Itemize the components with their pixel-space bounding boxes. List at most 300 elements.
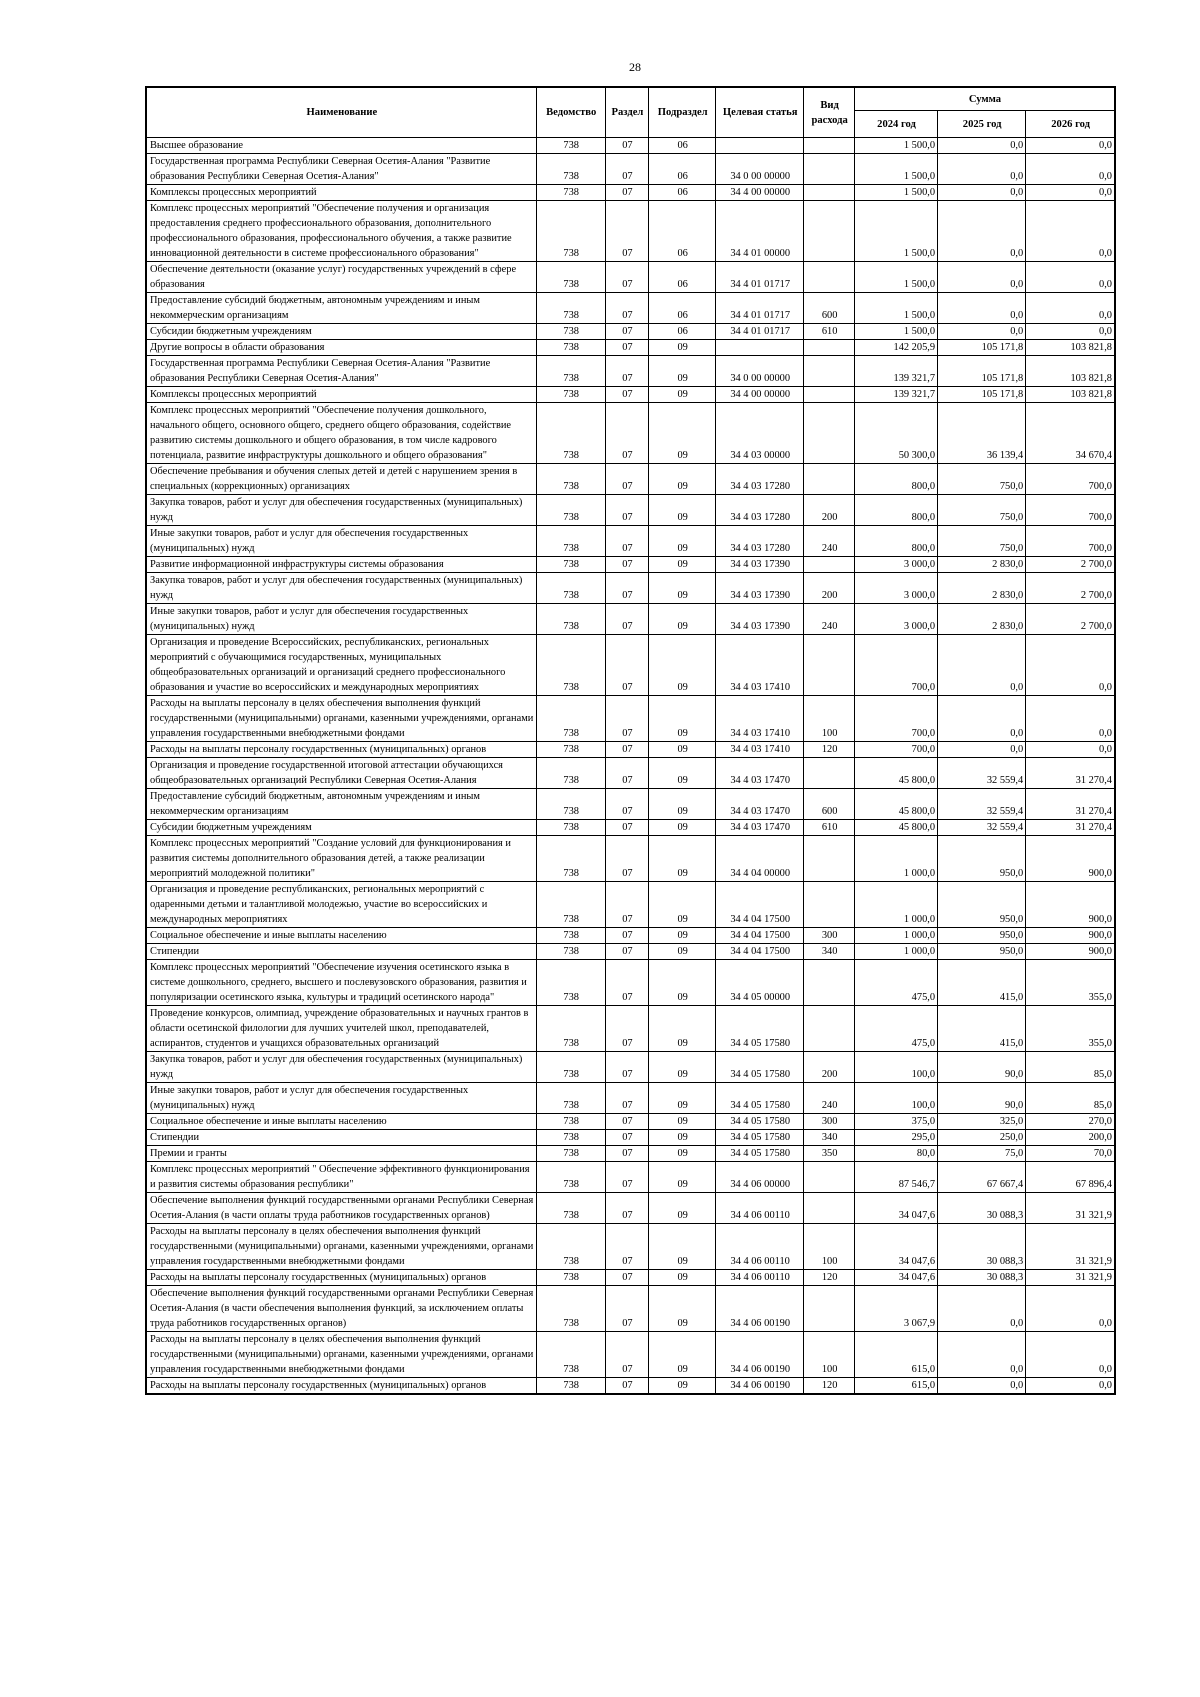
row-vedomstvo: 738 xyxy=(536,138,605,154)
row-razdel: 07 xyxy=(605,262,649,293)
row-vedomstvo: 738 xyxy=(536,1083,605,1114)
row-tselevaya-statya: 34 4 03 17410 xyxy=(716,742,804,758)
row-sum-2025: 30 088,3 xyxy=(938,1270,1026,1286)
row-tselevaya-statya: 34 4 05 17580 xyxy=(716,1006,804,1052)
row-razdel: 07 xyxy=(605,1224,649,1270)
row-vedomstvo: 738 xyxy=(536,820,605,836)
row-sum-2025: 32 559,4 xyxy=(938,789,1026,820)
row-vid-raskhoda: 100 xyxy=(804,696,855,742)
row-sum-2024: 475,0 xyxy=(854,960,937,1006)
row-tselevaya-statya: 34 4 04 17500 xyxy=(716,928,804,944)
row-sum-2025: 2 830,0 xyxy=(938,604,1026,635)
row-tselevaya-statya: 34 4 06 00190 xyxy=(716,1332,804,1378)
row-sum-2025: 0,0 xyxy=(938,262,1026,293)
row-podrazdel: 09 xyxy=(649,882,716,928)
row-podrazdel: 09 xyxy=(649,789,716,820)
row-tselevaya-statya: 34 4 05 17580 xyxy=(716,1052,804,1083)
header-vedomstvo: Ведомство xyxy=(536,87,605,138)
row-sum-2024: 34 047,6 xyxy=(854,1193,937,1224)
row-vedomstvo: 738 xyxy=(536,1270,605,1286)
row-name: Комплексы процессных мероприятий xyxy=(146,185,536,201)
row-razdel: 07 xyxy=(605,340,649,356)
row-podrazdel: 09 xyxy=(649,1146,716,1162)
table-row xyxy=(146,789,1115,820)
row-tselevaya-statya: 34 4 03 00000 xyxy=(716,403,804,464)
row-name: Организация и проведение государственной итоговой аттестации обучающихся общеобразовательных организаций Республики Северная Осетия-Алания xyxy=(146,758,536,789)
row-sum-2025: 0,0 xyxy=(938,1378,1026,1395)
row-vedomstvo: 738 xyxy=(536,742,605,758)
row-tselevaya-statya: 34 4 06 00000 xyxy=(716,1162,804,1193)
row-tselevaya-statya: 34 4 00 00000 xyxy=(716,185,804,201)
row-sum-2024: 100,0 xyxy=(854,1052,937,1083)
row-vedomstvo: 738 xyxy=(536,340,605,356)
row-sum-2024: 800,0 xyxy=(854,495,937,526)
row-tselevaya-statya: 34 4 03 17280 xyxy=(716,464,804,495)
row-vid-raskhoda xyxy=(804,464,855,495)
row-sum-2026: 900,0 xyxy=(1026,882,1115,928)
header-year-2025: 2025 год xyxy=(938,111,1026,138)
row-tselevaya-statya: 34 4 05 17580 xyxy=(716,1146,804,1162)
row-name: Комплексы процессных мероприятий xyxy=(146,387,536,403)
row-vedomstvo: 738 xyxy=(536,1114,605,1130)
row-name: Закупка товаров, работ и услуг для обеспечения государственных (муниципальных) нужд xyxy=(146,495,536,526)
row-tselevaya-statya: 34 4 03 17470 xyxy=(716,758,804,789)
row-name: Расходы на выплаты персоналу государственных (муниципальных) органов xyxy=(146,742,536,758)
row-sum-2025: 0,0 xyxy=(938,185,1026,201)
row-vedomstvo: 738 xyxy=(536,1006,605,1052)
row-tselevaya-statya: 34 4 03 17390 xyxy=(716,557,804,573)
row-vid-raskhoda xyxy=(804,557,855,573)
row-sum-2024: 1 500,0 xyxy=(854,185,937,201)
row-tselevaya-statya: 34 4 04 00000 xyxy=(716,836,804,882)
row-vid-raskhoda: 100 xyxy=(804,1224,855,1270)
row-vedomstvo: 738 xyxy=(536,1224,605,1270)
row-sum-2024: 1 000,0 xyxy=(854,928,937,944)
table-row xyxy=(146,1114,1115,1130)
row-razdel: 07 xyxy=(605,882,649,928)
row-tselevaya-statya: 34 4 03 17280 xyxy=(716,526,804,557)
row-sum-2024: 615,0 xyxy=(854,1378,937,1395)
row-vid-raskhoda xyxy=(804,387,855,403)
row-vedomstvo: 738 xyxy=(536,696,605,742)
table-row xyxy=(146,1083,1115,1114)
row-vid-raskhoda xyxy=(804,882,855,928)
row-sum-2026: 270,0 xyxy=(1026,1114,1115,1130)
row-podrazdel: 09 xyxy=(649,742,716,758)
row-sum-2026: 700,0 xyxy=(1026,495,1115,526)
row-sum-2025: 90,0 xyxy=(938,1052,1026,1083)
row-sum-2025: 750,0 xyxy=(938,495,1026,526)
row-vedomstvo: 738 xyxy=(536,928,605,944)
row-vid-raskhoda: 300 xyxy=(804,1114,855,1130)
row-sum-2024: 139 321,7 xyxy=(854,387,937,403)
row-sum-2025: 36 139,4 xyxy=(938,403,1026,464)
table-row xyxy=(146,154,1115,185)
row-vid-raskhoda: 610 xyxy=(804,324,855,340)
row-sum-2024: 45 800,0 xyxy=(854,758,937,789)
row-vedomstvo: 738 xyxy=(536,789,605,820)
row-sum-2024: 475,0 xyxy=(854,1006,937,1052)
row-tselevaya-statya xyxy=(716,138,804,154)
row-razdel: 07 xyxy=(605,573,649,604)
row-podrazdel: 06 xyxy=(649,154,716,185)
row-razdel: 07 xyxy=(605,1286,649,1332)
row-razdel: 07 xyxy=(605,403,649,464)
header-year-2026: 2026 год xyxy=(1026,111,1115,138)
row-podrazdel: 09 xyxy=(649,340,716,356)
row-sum-2025: 0,0 xyxy=(938,696,1026,742)
row-tselevaya-statya: 34 4 03 17470 xyxy=(716,789,804,820)
row-sum-2024: 45 800,0 xyxy=(854,789,937,820)
row-tselevaya-statya: 34 4 03 17390 xyxy=(716,604,804,635)
row-sum-2025: 0,0 xyxy=(938,138,1026,154)
table-row xyxy=(146,185,1115,201)
row-vedomstvo: 738 xyxy=(536,293,605,324)
table-row xyxy=(146,526,1115,557)
row-name: Комплекс процессных мероприятий "Создание условий для функционирования и развития системы дополнительного образования детей, а также реализации мероприятий молодежной политики" xyxy=(146,836,536,882)
row-tselevaya-statya: 34 4 05 17580 xyxy=(716,1083,804,1114)
table-row xyxy=(146,635,1115,696)
row-sum-2026: 700,0 xyxy=(1026,464,1115,495)
row-name: Предоставление субсидий бюджетным, автономным учреждениям и иным некоммерческим организациям xyxy=(146,789,536,820)
row-sum-2024: 1 000,0 xyxy=(854,882,937,928)
row-sum-2024: 3 000,0 xyxy=(854,557,937,573)
row-name: Стипендии xyxy=(146,944,536,960)
row-name: Комплекс процессных мероприятий "Обеспечение получения и организация предоставления среднего профессионального образования, дополнительного профессионального образования, профессионального обучения, а также развитие инновационной деятельности в системе профессионального образования" xyxy=(146,201,536,262)
row-vid-raskhoda: 340 xyxy=(804,1130,855,1146)
row-name: Комплекс процессных мероприятий "Обеспечение получения дошкольного, начального общего, основного общего, среднего общего образования, содействие развитию системы дошкольного и общего образования, в том числе кадрового потенциала, развитие инфраструктуры дошкольного и общего образования" xyxy=(146,403,536,464)
row-name: Другие вопросы в области образования xyxy=(146,340,536,356)
row-vid-raskhoda: 340 xyxy=(804,944,855,960)
table-row xyxy=(146,1193,1115,1224)
row-vid-raskhoda: 120 xyxy=(804,742,855,758)
row-razdel: 07 xyxy=(605,1083,649,1114)
table-row xyxy=(146,293,1115,324)
row-razdel: 07 xyxy=(605,758,649,789)
table-row xyxy=(146,944,1115,960)
row-vedomstvo: 738 xyxy=(536,635,605,696)
row-sum-2024: 45 800,0 xyxy=(854,820,937,836)
row-tselevaya-statya: 34 4 05 00000 xyxy=(716,960,804,1006)
table-row xyxy=(146,882,1115,928)
row-sum-2025: 0,0 xyxy=(938,324,1026,340)
page-number: 28 xyxy=(629,60,641,74)
row-razdel: 07 xyxy=(605,495,649,526)
row-sum-2025: 2 830,0 xyxy=(938,573,1026,604)
header-vid-raskhoda: Вид расхода xyxy=(804,87,855,138)
row-sum-2025: 0,0 xyxy=(938,742,1026,758)
row-name: Иные закупки товаров, работ и услуг для обеспечения государственных (муниципальных) нужд xyxy=(146,1083,536,1114)
row-vedomstvo: 738 xyxy=(536,1052,605,1083)
row-razdel: 07 xyxy=(605,154,649,185)
row-sum-2026: 0,0 xyxy=(1026,696,1115,742)
row-podrazdel: 06 xyxy=(649,324,716,340)
row-vedomstvo: 738 xyxy=(536,944,605,960)
row-name: Субсидии бюджетным учреждениям xyxy=(146,820,536,836)
row-podrazdel: 06 xyxy=(649,138,716,154)
row-podrazdel: 09 xyxy=(649,526,716,557)
row-tselevaya-statya: 34 4 03 17470 xyxy=(716,820,804,836)
row-name: Государственная программа Республики Северная Осетия-Алания "Развитие образования Республики Северная Осетия-Алания" xyxy=(146,154,536,185)
row-podrazdel: 06 xyxy=(649,185,716,201)
row-sum-2025: 90,0 xyxy=(938,1083,1026,1114)
row-sum-2024: 1 000,0 xyxy=(854,836,937,882)
row-vid-raskhoda xyxy=(804,758,855,789)
row-podrazdel: 09 xyxy=(649,1114,716,1130)
row-sum-2026: 70,0 xyxy=(1026,1146,1115,1162)
row-podrazdel: 09 xyxy=(649,1130,716,1146)
row-sum-2024: 375,0 xyxy=(854,1114,937,1130)
row-sum-2026: 0,0 xyxy=(1026,742,1115,758)
row-sum-2024: 1 500,0 xyxy=(854,293,937,324)
row-tselevaya-statya: 34 4 04 17500 xyxy=(716,882,804,928)
row-vid-raskhoda: 200 xyxy=(804,1052,855,1083)
row-podrazdel: 06 xyxy=(649,293,716,324)
row-sum-2024: 1 500,0 xyxy=(854,154,937,185)
row-vid-raskhoda: 610 xyxy=(804,820,855,836)
row-vid-raskhoda: 200 xyxy=(804,495,855,526)
table-row xyxy=(146,262,1115,293)
row-sum-2024: 3 000,0 xyxy=(854,573,937,604)
row-vedomstvo: 738 xyxy=(536,403,605,464)
row-sum-2024: 1 000,0 xyxy=(854,944,937,960)
row-name: Предоставление субсидий бюджетным, автономным учреждениям и иным некоммерческим организациям xyxy=(146,293,536,324)
row-sum-2024: 34 047,6 xyxy=(854,1270,937,1286)
header-year-2024: 2024 год xyxy=(854,111,937,138)
row-name: Комплекс процессных мероприятий "Обеспечение изучения осетинского языка в системе дошкольного, среднего, высшего и послевузовского образования, развития и популяризации осетинского языка, культуры и традиций осетинского народа" xyxy=(146,960,536,1006)
row-razdel: 07 xyxy=(605,742,649,758)
row-name: Иные закупки товаров, работ и услуг для обеспечения государственных (муниципальных) нужд xyxy=(146,604,536,635)
row-razdel: 07 xyxy=(605,1270,649,1286)
row-tselevaya-statya xyxy=(716,340,804,356)
row-vedomstvo: 738 xyxy=(536,573,605,604)
row-vid-raskhoda: 350 xyxy=(804,1146,855,1162)
row-razdel: 07 xyxy=(605,635,649,696)
row-sum-2026: 2 700,0 xyxy=(1026,604,1115,635)
row-sum-2025: 75,0 xyxy=(938,1146,1026,1162)
row-name: Иные закупки товаров, работ и услуг для обеспечения государственных (муниципальных) нужд xyxy=(146,526,536,557)
row-sum-2025: 250,0 xyxy=(938,1130,1026,1146)
row-tselevaya-statya: 34 4 05 17580 xyxy=(716,1114,804,1130)
row-vid-raskhoda xyxy=(804,154,855,185)
row-vid-raskhoda xyxy=(804,340,855,356)
row-podrazdel: 09 xyxy=(649,960,716,1006)
row-podrazdel: 09 xyxy=(649,836,716,882)
row-tselevaya-statya: 34 4 06 00110 xyxy=(716,1270,804,1286)
row-sum-2025: 67 667,4 xyxy=(938,1162,1026,1193)
row-tselevaya-statya: 34 4 05 17580 xyxy=(716,1130,804,1146)
row-sum-2026: 0,0 xyxy=(1026,1286,1115,1332)
row-podrazdel: 09 xyxy=(649,696,716,742)
table-row xyxy=(146,340,1115,356)
row-razdel: 07 xyxy=(605,1193,649,1224)
row-sum-2026: 700,0 xyxy=(1026,526,1115,557)
row-vedomstvo: 738 xyxy=(536,464,605,495)
row-sum-2026: 355,0 xyxy=(1026,960,1115,1006)
table-row xyxy=(146,1130,1115,1146)
row-vedomstvo: 738 xyxy=(536,604,605,635)
row-name: Государственная программа Республики Северная Осетия-Алания "Развитие образования Республики Северная Осетия-Алания" xyxy=(146,356,536,387)
row-vid-raskhoda: 200 xyxy=(804,573,855,604)
row-sum-2026: 31 270,4 xyxy=(1026,789,1115,820)
row-podrazdel: 09 xyxy=(649,1193,716,1224)
row-name: Расходы на выплаты персоналу в целях обеспечения выполнения функций государственными (муниципальными) органами, казенными учреждениями, органами управления государственными внебюджетными фондами xyxy=(146,696,536,742)
header-tselevaya-statya: Целевая статья xyxy=(716,87,804,138)
row-vid-raskhoda xyxy=(804,960,855,1006)
row-name: Расходы на выплаты персоналу государственных (муниципальных) органов xyxy=(146,1270,536,1286)
row-tselevaya-statya: 34 4 03 17390 xyxy=(716,573,804,604)
row-sum-2026: 2 700,0 xyxy=(1026,573,1115,604)
row-vid-raskhoda xyxy=(804,185,855,201)
row-vedomstvo: 738 xyxy=(536,836,605,882)
table-row xyxy=(146,573,1115,604)
row-tselevaya-statya: 34 4 03 17410 xyxy=(716,696,804,742)
row-vid-raskhoda: 240 xyxy=(804,526,855,557)
row-sum-2025: 950,0 xyxy=(938,944,1026,960)
row-sum-2024: 295,0 xyxy=(854,1130,937,1146)
table-row xyxy=(146,758,1115,789)
row-vid-raskhoda xyxy=(804,1162,855,1193)
row-vid-raskhoda xyxy=(804,356,855,387)
row-podrazdel: 06 xyxy=(649,262,716,293)
row-sum-2026: 31 321,9 xyxy=(1026,1193,1115,1224)
row-podrazdel: 09 xyxy=(649,1083,716,1114)
row-vid-raskhoda: 240 xyxy=(804,604,855,635)
row-name: Организация и проведение республиканских, региональных мероприятий с одаренными детьми и талантливой молодежью, участие во всероссийских и международных мероприятиях xyxy=(146,882,536,928)
row-razdel: 07 xyxy=(605,201,649,262)
row-sum-2025: 105 171,8 xyxy=(938,356,1026,387)
row-sum-2025: 32 559,4 xyxy=(938,820,1026,836)
row-name: Проведение конкурсов, олимпиад, учреждение образовательных и научных грантов в области осетинской филологии для лучших учителей школ, преподавателей, аспирантов, студентов и учащихся образовательных организаций xyxy=(146,1006,536,1052)
row-vid-raskhoda: 300 xyxy=(804,928,855,944)
row-sum-2026: 900,0 xyxy=(1026,928,1115,944)
row-razdel: 07 xyxy=(605,1114,649,1130)
row-sum-2026: 0,0 xyxy=(1026,185,1115,201)
row-vid-raskhoda xyxy=(804,1006,855,1052)
row-vedomstvo: 738 xyxy=(536,882,605,928)
row-sum-2025: 0,0 xyxy=(938,154,1026,185)
row-name: Организация и проведение Всероссийских, республиканских, региональных мероприятий с обучающимися государственных, муниципальных общеобразовательных организаций и организаций среднего профессионального образования и участие во всероссийских и международных мероприятиях xyxy=(146,635,536,696)
row-vid-raskhoda: 240 xyxy=(804,1083,855,1114)
table-row xyxy=(146,464,1115,495)
row-tselevaya-statya: 34 4 06 00110 xyxy=(716,1224,804,1270)
header-razdel: Раздел xyxy=(605,87,649,138)
row-vedomstvo: 738 xyxy=(536,557,605,573)
row-tselevaya-statya: 34 4 01 01717 xyxy=(716,293,804,324)
row-name: Субсидии бюджетным учреждениям xyxy=(146,324,536,340)
row-razdel: 07 xyxy=(605,324,649,340)
row-sum-2025: 415,0 xyxy=(938,1006,1026,1052)
row-razdel: 07 xyxy=(605,387,649,403)
row-vedomstvo: 738 xyxy=(536,960,605,1006)
row-sum-2025: 0,0 xyxy=(938,1286,1026,1332)
row-sum-2025: 415,0 xyxy=(938,960,1026,1006)
row-vid-raskhoda xyxy=(804,836,855,882)
row-sum-2026: 2 700,0 xyxy=(1026,557,1115,573)
row-name: Обеспечение пребывания и обучения слепых детей и детей с нарушением зрения в специальных (коррекционных) организациях xyxy=(146,464,536,495)
table-header xyxy=(146,87,1115,138)
row-sum-2024: 3 067,9 xyxy=(854,1286,937,1332)
row-vid-raskhoda xyxy=(804,262,855,293)
row-podrazdel: 09 xyxy=(649,573,716,604)
row-razdel: 07 xyxy=(605,464,649,495)
row-sum-2025: 2 830,0 xyxy=(938,557,1026,573)
row-sum-2026: 355,0 xyxy=(1026,1006,1115,1052)
row-sum-2024: 100,0 xyxy=(854,1083,937,1114)
row-sum-2024: 139 321,7 xyxy=(854,356,937,387)
row-vedomstvo: 738 xyxy=(536,154,605,185)
row-sum-2024: 700,0 xyxy=(854,696,937,742)
row-razdel: 07 xyxy=(605,526,649,557)
row-tselevaya-statya: 34 4 04 17500 xyxy=(716,944,804,960)
row-sum-2024: 1 500,0 xyxy=(854,138,937,154)
row-tselevaya-statya: 34 4 03 17410 xyxy=(716,635,804,696)
row-name: Закупка товаров, работ и услуг для обеспечения государственных (муниципальных) нужд xyxy=(146,1052,536,1083)
row-tselevaya-statya: 34 4 06 00110 xyxy=(716,1193,804,1224)
row-vedomstvo: 738 xyxy=(536,201,605,262)
row-sum-2025: 0,0 xyxy=(938,1332,1026,1378)
row-razdel: 07 xyxy=(605,1162,649,1193)
row-sum-2026: 900,0 xyxy=(1026,836,1115,882)
row-razdel: 07 xyxy=(605,1146,649,1162)
row-tselevaya-statya: 34 4 00 00000 xyxy=(716,387,804,403)
row-razdel: 07 xyxy=(605,557,649,573)
row-sum-2024: 50 300,0 xyxy=(854,403,937,464)
row-podrazdel: 09 xyxy=(649,1162,716,1193)
row-razdel: 07 xyxy=(605,293,649,324)
table-row xyxy=(146,557,1115,573)
row-podrazdel: 09 xyxy=(649,758,716,789)
row-sum-2024: 1 500,0 xyxy=(854,262,937,293)
row-vedomstvo: 738 xyxy=(536,1130,605,1146)
row-razdel: 07 xyxy=(605,789,649,820)
row-name: Премии и гранты xyxy=(146,1146,536,1162)
row-sum-2026: 0,0 xyxy=(1026,201,1115,262)
table-row xyxy=(146,1146,1115,1162)
row-podrazdel: 09 xyxy=(649,1006,716,1052)
table-row xyxy=(146,1006,1115,1052)
row-podrazdel: 09 xyxy=(649,1270,716,1286)
row-name: Развитие информационной инфраструктуры системы образования xyxy=(146,557,536,573)
row-razdel: 07 xyxy=(605,185,649,201)
row-podrazdel: 09 xyxy=(649,403,716,464)
row-razdel: 07 xyxy=(605,604,649,635)
row-name: Обеспечение выполнения функций государственными органами Республики Северная Осетия-Алания (в части обеспечения выполнения функций, за исключением оплаты труда работников государственных органов) xyxy=(146,1286,536,1332)
row-sum-2024: 1 500,0 xyxy=(854,324,937,340)
row-podrazdel: 09 xyxy=(649,1052,716,1083)
row-sum-2025: 0,0 xyxy=(938,201,1026,262)
row-sum-2026: 0,0 xyxy=(1026,1332,1115,1378)
row-podrazdel: 09 xyxy=(649,604,716,635)
row-sum-2024: 800,0 xyxy=(854,526,937,557)
table-row xyxy=(146,960,1115,1006)
table-row xyxy=(146,138,1115,154)
row-tselevaya-statya: 34 4 01 01717 xyxy=(716,324,804,340)
table-row xyxy=(146,387,1115,403)
row-sum-2026: 0,0 xyxy=(1026,293,1115,324)
row-name: Комплекс процессных мероприятий " Обеспечение эффективного функционирования и развития системы образования республики" xyxy=(146,1162,536,1193)
row-razdel: 07 xyxy=(605,960,649,1006)
row-name: Высшее образование xyxy=(146,138,536,154)
row-sum-2025: 950,0 xyxy=(938,836,1026,882)
row-vedomstvo: 738 xyxy=(536,1286,605,1332)
row-sum-2026: 34 670,4 xyxy=(1026,403,1115,464)
row-sum-2026: 900,0 xyxy=(1026,944,1115,960)
row-name: Стипендии xyxy=(146,1130,536,1146)
table-row xyxy=(146,742,1115,758)
row-tselevaya-statya: 34 0 00 00000 xyxy=(716,154,804,185)
row-vedomstvo: 738 xyxy=(536,1378,605,1395)
